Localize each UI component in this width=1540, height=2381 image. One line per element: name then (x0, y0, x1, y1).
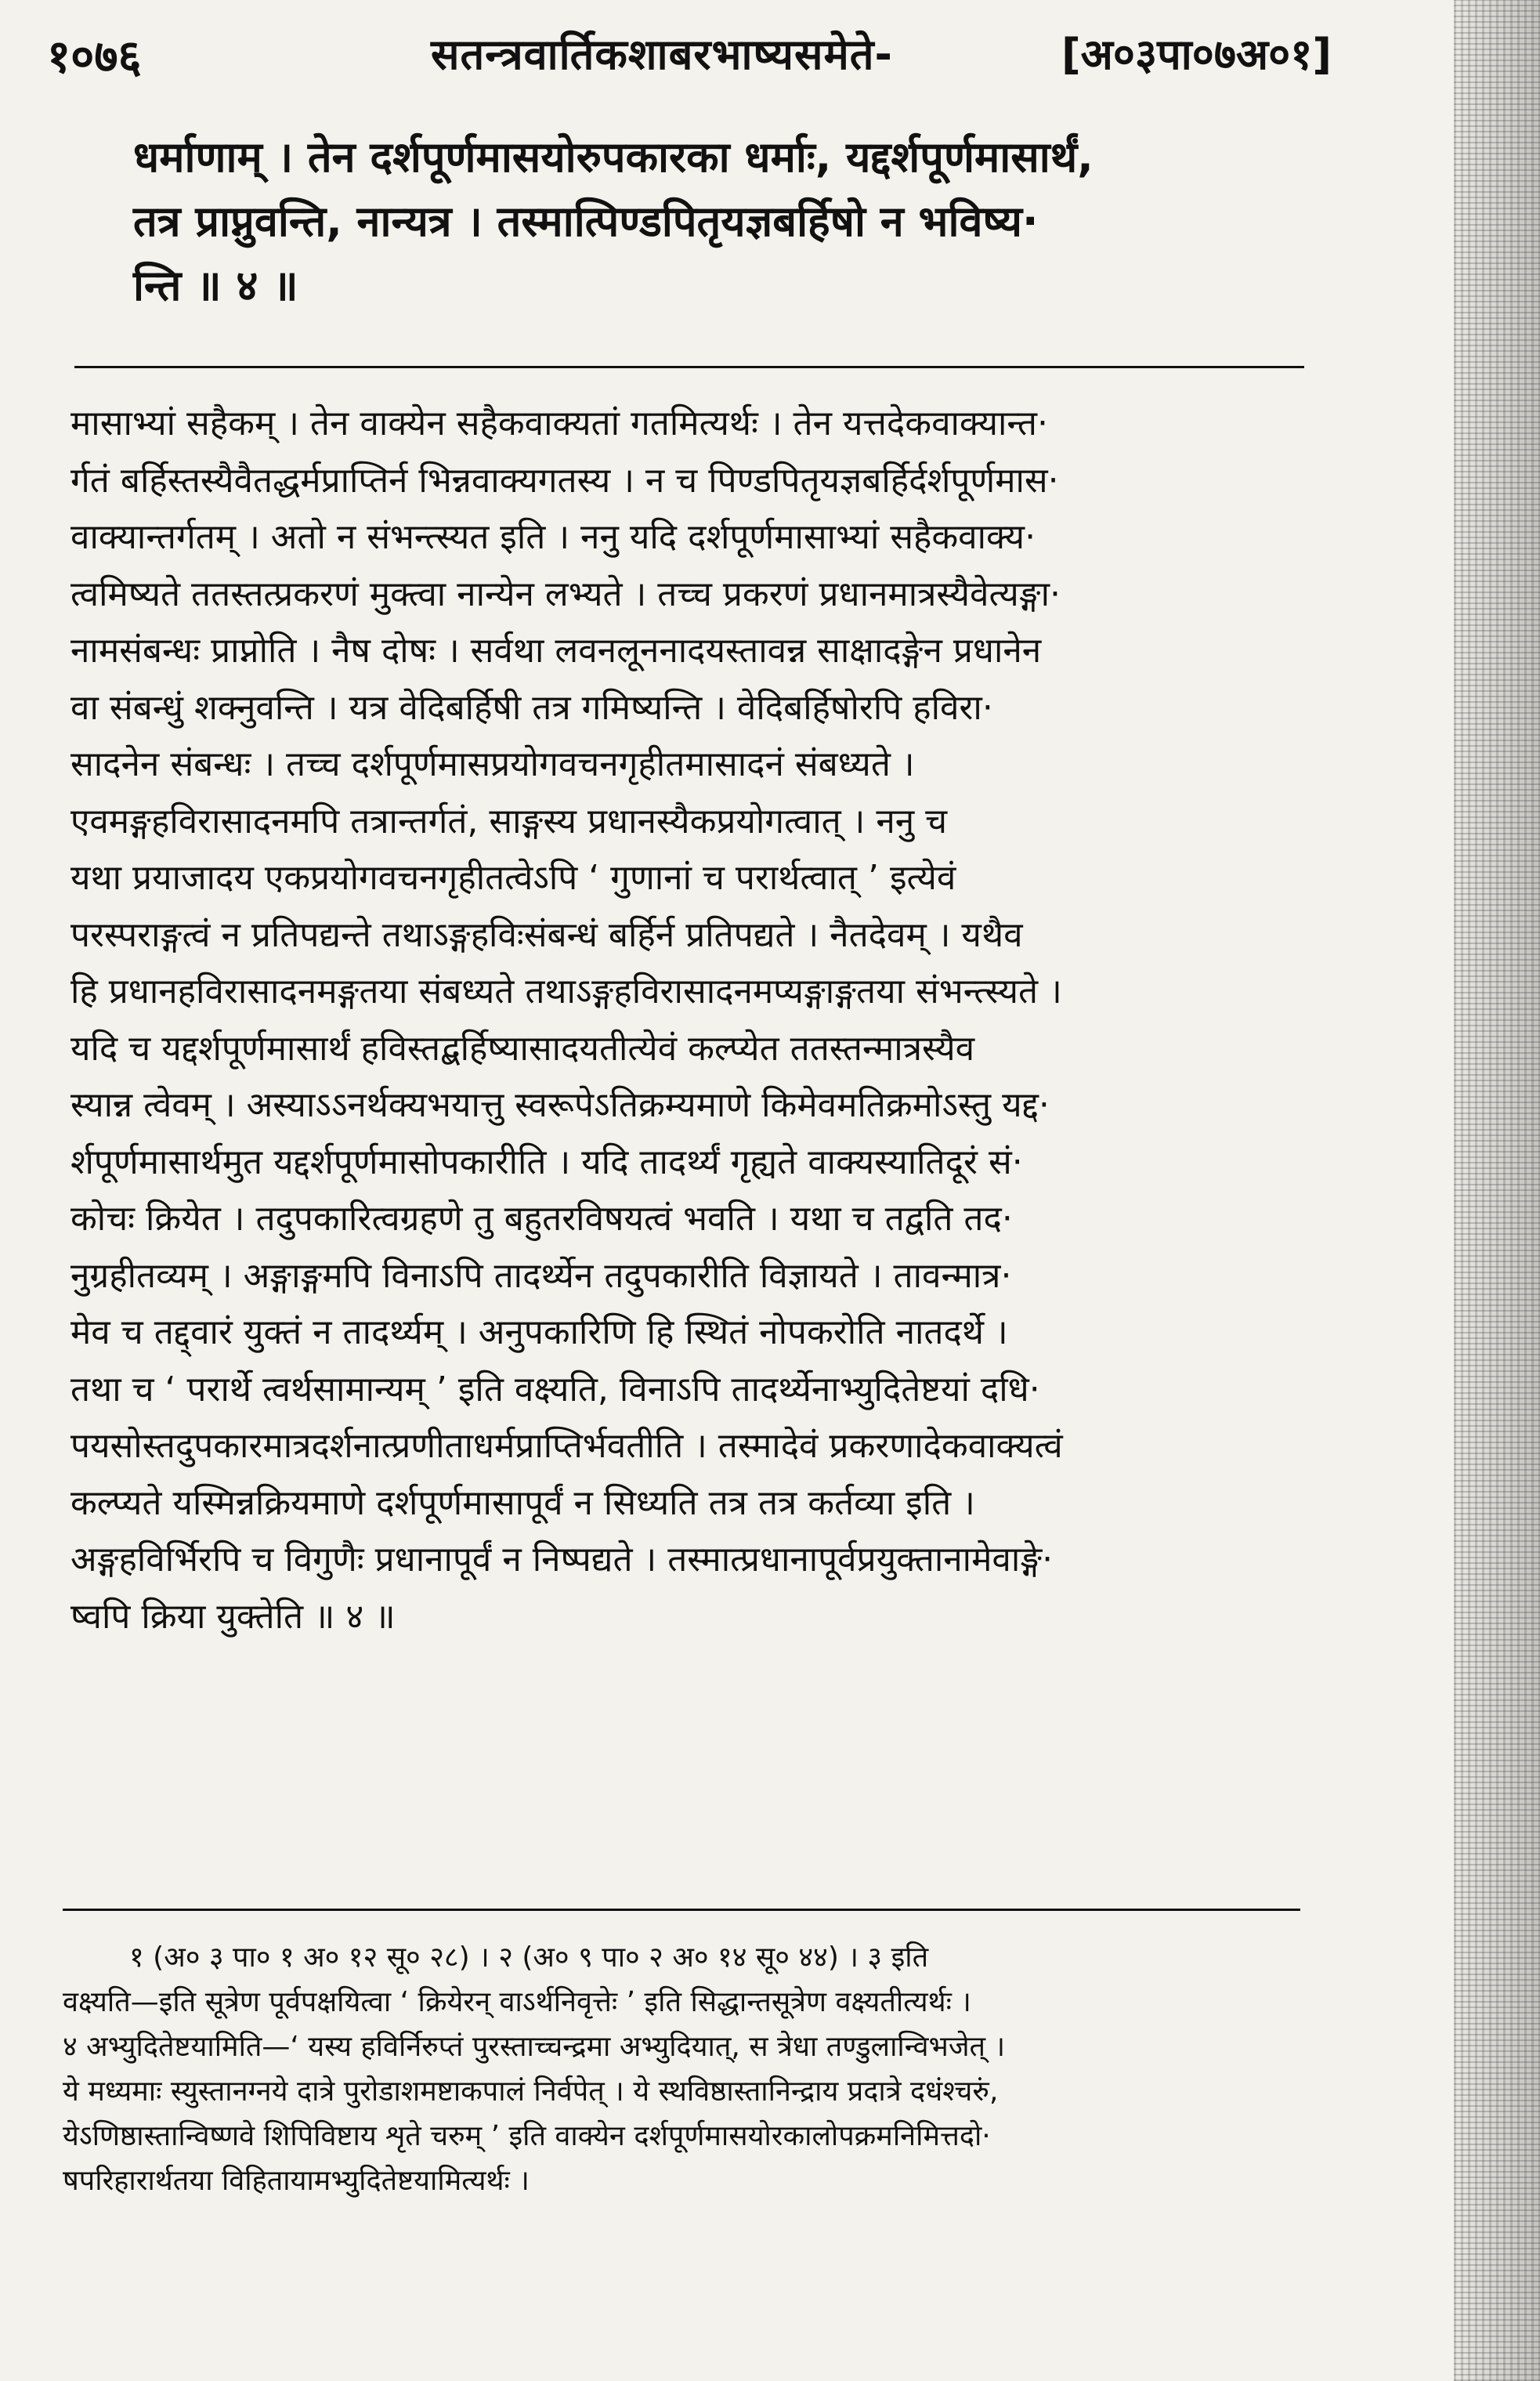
commentary-line: मेव च तद्द्वारं युक्तं न तादर्थ्यम् । अनुपकारिणि हि स्थितं नोपकरोति नातदर्थे । (70, 1312, 1008, 1352)
footnote-line: येऽणिष्ठास्तान्विष्णवे शिपिविष्टाय शृते चरुम् ’ इति वाक्येन दर्शपूर्णमासयोरकालोपक्रमनिमित्तदो· (63, 2120, 991, 2152)
commentary-line: नुग्रहीतव्यम् । अङ्गाङ्गमपि विनाऽपि तादर्थ्येन तदुपकारीति विज्ञायते । तावन्मात्र· (70, 1255, 1012, 1296)
commentary-line: पयसोस्तदुपकारमात्रदर्शनात्प्रणीताधर्मप्राप्तिर्भवतीति । तस्मादेवं प्रकरणादेकवाक्यत्वं (70, 1426, 1063, 1466)
footnote-line: वक्ष्यति—इति सूत्रेण पूर्वपक्षयित्वा ‘ क्रियेरन् वाऽर्थनिवृत्तेः ’ इति सिद्धान्तसूत्रेण वक्ष्यतीत्यर्थः । (63, 1986, 971, 2018)
bhashya-line: न्ति ॥ ४ ॥ (133, 261, 298, 310)
divider-rule (74, 366, 1304, 368)
tantravartika-commentary (70, 396, 1324, 1645)
footnote-line: षपरिहारार्थतया विहितायामभ्युदितेष्टयामित्यर्थः । (63, 2165, 530, 2197)
commentary-line: परस्पराङ्गत्वं न प्रतिपद्यन्ते तथाऽङ्गहविःसंबन्धं बर्हिर्न प्रतिपद्यते । नैतदेवम् । यथैव (70, 914, 1023, 955)
commentary-line: कल्प्यते यस्मिन्नक्रियमाणे दर्शपूर्णमासापूर्वं न सिध्यति तत्र तत्र कर्तव्या इति । (70, 1482, 975, 1523)
footnotes (63, 1935, 1316, 2203)
commentary-line: मासाभ्यां सहैकम् । तेन वाक्येन सहैकवाक्यतां गतमित्यर्थः । तेन यत्तदेकवाक्यान्त· (70, 403, 1049, 443)
page-header (47, 24, 1332, 102)
commentary-line: वा संबन्धुं शक्नुवन्ति । यत्र वेदिबर्हिषी तत्र गमिष्यन्ति । वेदिबर्हिषोरपि हविरा· (70, 687, 993, 728)
bhashya-block (133, 125, 1308, 318)
page-number: १०७६ (47, 30, 142, 83)
section-reference: [अ०३पा०७अ०१] (1061, 30, 1332, 79)
commentary-line: र्गतं बर्हिस्तस्यैवैतद्धर्मप्राप्तिर्न भिन्नवाक्यगतस्य । न च पिण्डपितृयज्ञबर्हिर्दर्शपूर्णमास· (70, 460, 1059, 501)
commentary-line: अङ्गहविर्भिरपि च विगुणैः प्रधानापूर्वं न निष्पद्यते । तस्मात्प्रधानापूर्वप्रयुक्तानामेवाङ्गे· (70, 1540, 1054, 1579)
commentary-line: सादनेन संबन्धः । तच्च दर्शपूर्णमासप्रयोगवचनगृहीतमासादनं संबध्यते । (70, 744, 915, 784)
bhashya-line: धर्माणाम् । तेन दर्शपूर्णमासयोरुपकारका धर्माः, यद्दर्शपूर्णमासार्थं, (133, 132, 1094, 182)
commentary-line: नामसंबन्धः प्राप्नोति । नैष दोषः । सर्वथा लवनलूननादयस्तावन्न साक्षादङ्गेन प्रधानेन (70, 631, 1042, 671)
bhashya-line: तत्र प्राप्नुवन्ति, नान्यत्र । तस्मात्पिण्डपितृयज्ञबर्हिषो न भविष्य· (133, 197, 1039, 246)
footnote-line: ये मध्यमाः स्युस्तानग्नये दात्रे पुरोडाशमष्टाकपालं निर्वपेत् । ये स्थविष्ठास्तानिन्द्राय प्रदात्रे दधंश्चरुं, (63, 2075, 999, 2108)
footnote-divider-rule (63, 1909, 1300, 1911)
commentary-line: एवमङ्गहविरासादनमपि तत्रान्तर्गतं, साङ्गस्य प्रधानस्यैकप्रयोगत्वात् । ननु च (70, 801, 948, 841)
scan-edge-noise (1454, 0, 1540, 2381)
commentary-line: हि प्रधानहविरासादनमङ्गतया संबध्यते तथाऽङ्गहविरासादनमप्यङ्गाङ्गतया संभन्त्स्यते । (70, 972, 1062, 1011)
commentary-line: तथा च ‘ परार्थे त्वर्थसामान्यम् ’ इति वक्ष्यति, विनाऽपि तादर्थ्येनाभ्युदितेष्टयां दधि· (70, 1369, 1040, 1409)
commentary-line: कोचः क्रियेत । तदुपकारित्वग्रहणे तु बहुतरविषयत्वं भवति । यथा च तद्वति तद· (70, 1199, 1013, 1239)
commentary-line: ष्वपि क्रिया युक्तेति ॥ ४ ॥ (70, 1596, 396, 1637)
footnote-line: ४ अभ्युदितेष्टयामिति—‘ यस्य हविर्निरुप्तं पुरस्ताच्चन्द्रमा अभ्युदियात्, स त्रेधा तण्डुलान्विभजेत् । (63, 2031, 1006, 2063)
running-title: सतन्त्रवार्तिकशाबरभाष्यसमेते- (431, 30, 893, 79)
commentary-line: स्यान्न त्वेवम् । अस्याऽऽनर्थक्यभयात्तु स्वरूपेऽतिक्रम्यमाणे किमेवमतिक्रमोऽस्तु यद्द· (70, 1085, 1050, 1125)
commentary-line: यथा प्रयाजादय एकप्रयोगवचनगृहीतत्वेऽपि ‘ गुणानां च परार्थत्वात् ’ इत्येवं (70, 858, 956, 898)
commentary-line: यदि च यद्दर्शपूर्णमासार्थं हविस्तद्बर्हिष्यासादयतीत्येवं कल्प्येत ततस्तन्मात्रस्यैव (70, 1028, 975, 1069)
commentary-line: त्वमिष्यते ततस्तत्प्रकरणं मुक्त्वा नान्येन लभ्यते । तच्च प्रकरणं प्रधानमात्रस्यैवेत्यङ्गा· (70, 574, 1061, 614)
footnote-line: १ (अ० ३ पा० १ अ० १२ सू० २८) । २ (अ० ९ पा० २ अ० १४ सू० ४४) । ३ इति (129, 1941, 929, 1974)
commentary-line: वाक्यान्तर्गतम् । अतो न संभन्त्स्यत इति । ननु यदि दर्शपूर्णमासाभ्यां सहैकवाक्य· (70, 517, 1036, 557)
commentary-line: र्शपूर्णमासार्थमुत यद्दर्शपूर्णमासोपकारीति । यदि तादर्थ्यं गृह्यते वाक्यस्यातिदूरं सं· (70, 1142, 1023, 1182)
